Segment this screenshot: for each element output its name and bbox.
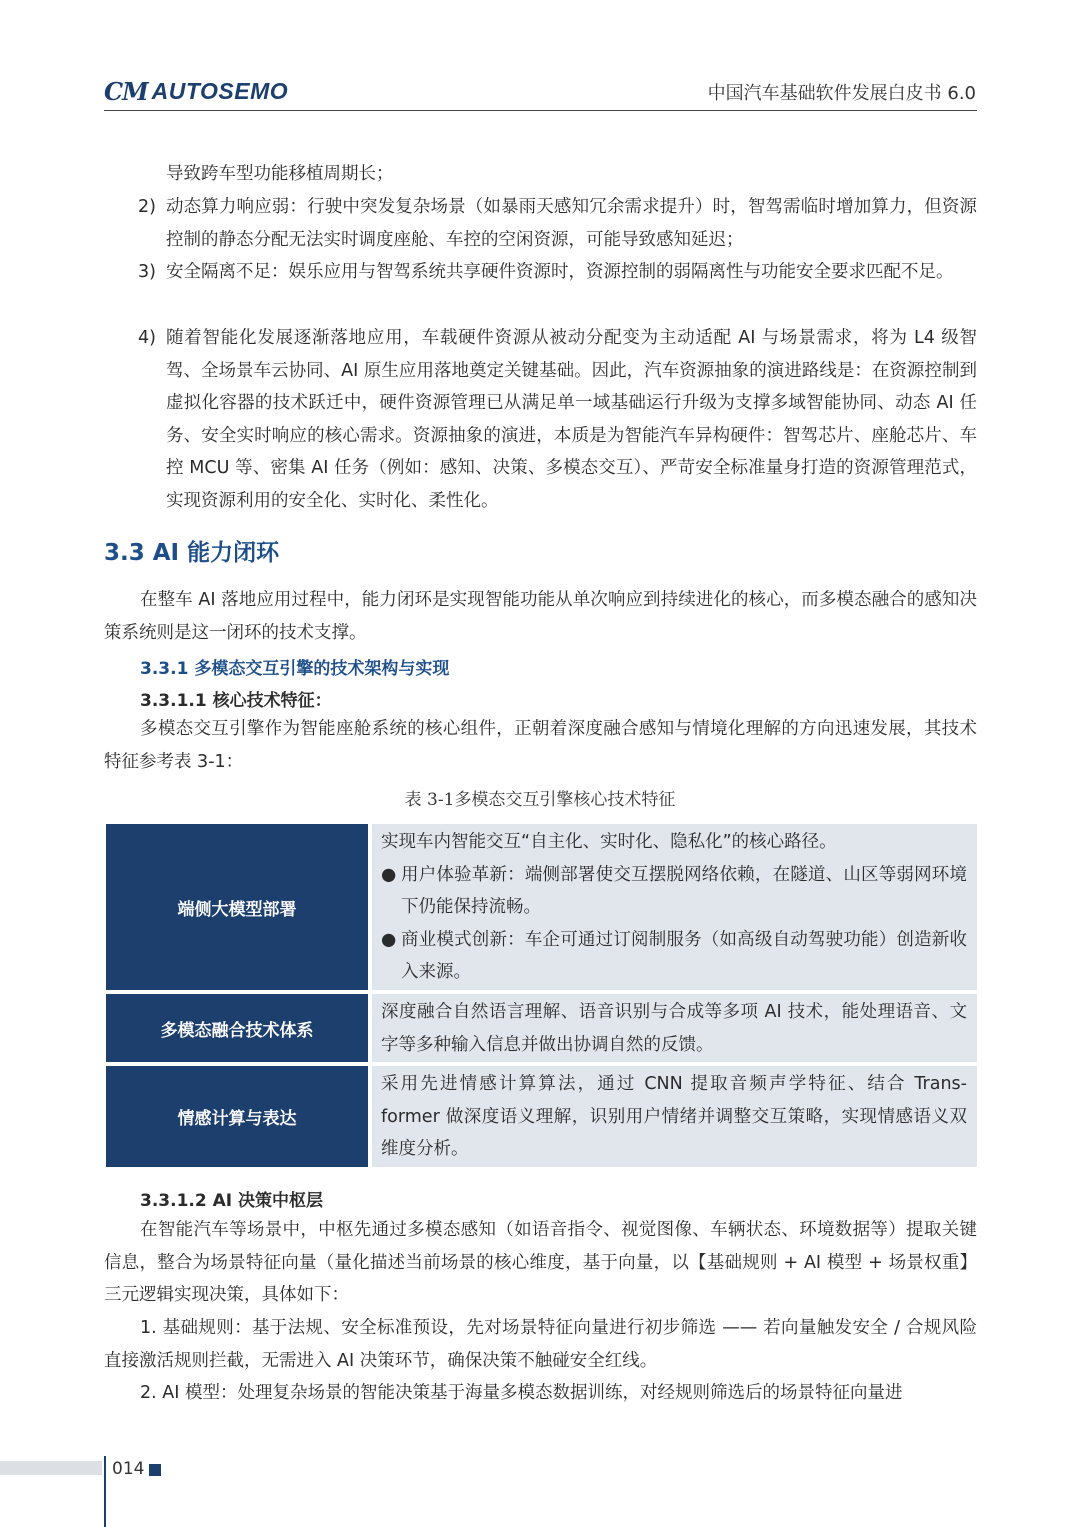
list-item: ● 商业模式创新：车企可通过订阅制服务（如高级自动驾驶功能）创造新收入来源。	[381, 924, 967, 989]
footer-divider	[104, 1456, 106, 1527]
table-row-content: 实现车内智能交互“自主化、实时化、隐私化”的核心路径。 ● 用户体验革新：端侧部署使交互摆脱网络依赖，在隧道、山区等弱网环境下仍能保持流畅。 ● 商业模式创新：车企可通过订阅制服务（如高级自动驾驶功能）创造新收入来源。	[372, 824, 977, 990]
continuation-line: 导致跨车型功能移植周期长；	[166, 164, 394, 184]
subsubsection-title: 3.3.1.1 核心技术特征：	[140, 691, 332, 711]
table-row-header: 情感计算与表达	[106, 1066, 368, 1167]
paragraph: 2. AI 模型：处理复杂场景的智能决策基于海量多模态数据训练，对经规则筛选后的场景特征向量进	[140, 1383, 903, 1403]
subsubsection-title: 3.3.1.2 AI 决策中枢层	[140, 1191, 324, 1211]
section-title: 3.3 AI 能力闭环	[104, 540, 280, 566]
table-caption: 表 3-1多模态交互引擎核心技术特征	[404, 790, 676, 810]
subsection-title: 3.3.1 多模态交互引擎的技术架构与实现	[140, 659, 450, 679]
list-item: ● 用户体验革新：端侧部署使交互摆脱网络依赖，在隧道、山区等弱网环境下仍能保持流畅。	[381, 859, 967, 924]
logo-mark: CM	[104, 76, 148, 106]
section-intro: 在整车 AI 落地应用过程中，能力闭环是实现智能功能从单次响应到持续进化的核心，而多模态融合的感知决策系统则是这一闭环的技术支撑。	[104, 590, 977, 643]
header-divider	[104, 110, 977, 111]
bullet-icon: ●	[381, 864, 397, 885]
paragraph: 1. 基础规则：基于法规、安全标准预设，先对场景特征向量进行初步筛选 —— 若向量触发安全 / 合规风险直接激活规则拦截，无需进入 AI 决策环节，确保决策不触碰安全红线。	[104, 1318, 977, 1371]
table-row-content: 深度融合自然语言理解、语音识别与合成等多项 AI 技术，能处理语音、文字等多种输入信息并做出协调自然的反馈。	[372, 994, 977, 1062]
footer-bar	[0, 1461, 102, 1475]
header-title: 中国汽车基础软件发展白皮书 6.0	[707, 83, 976, 104]
bullet-icon: ●	[381, 929, 397, 950]
page-marker-icon	[149, 1464, 161, 1476]
logo-brand: AUTOSEMO	[151, 77, 289, 104]
list-item: 2) 动态算力响应弱：行驶中突发复杂场景（如暴雨天感知冗余需求提升）时，智驾需临时增加算力，但资源控制的静态分配无法实时调度座舱、车控的空闲资源，可能导致感知延迟；	[138, 197, 977, 250]
subsubsection-text: 多模态交互引擎作为智能座舱系统的核心组件，正朝着深度融合感知与情境化理解的方向迅速发展，其技术特征参考表 3-1：	[104, 719, 977, 772]
list-item: 3) 安全隔离不足：娱乐应用与智驾系统共享硬件资源时，资源控制的弱隔离性与功能安全要求匹配不足。	[138, 262, 954, 282]
table-row-header: 多模态融合技术体系	[106, 994, 368, 1062]
table-row-content: 采用先进情感计算算法，通过 CNN 提取音频声学特征、结合 Trans-former 做深度语义理解，识别用户情绪并调整交互策略，实现情感语义双维度分析。	[372, 1066, 977, 1167]
page-number: 014	[112, 1459, 145, 1479]
logo	[104, 76, 288, 106]
list-item: 4) 随着智能化发展逐渐落地应用，车载硬件资源从被动分配变为主动适配 AI 与场景需求，将为 L4 级智驾、全场景车云协同、AI 原生应用落地奠定关键基础。因此，汽车资源抽象的演进路线是：在资源控制到虚拟化容器的技术跃迁中，硬件资源管理已从满足单一域基础运行升级为支撑多域智能协同、动态 AI 任务、安全实时响应的核心需求。资源抽象的演进，本质是为智能汽车异构硬件：智驾芯片、座舱芯片、车控 MCU 等、密集 AI 任务（例如：感知、决策、多模态交互）、严苛安全标准量身打造的资源管理范式，实现资源利用的安全化、实时化、柔性化。	[138, 328, 977, 511]
paragraph: 在智能汽车等场景中，中枢先通过多模态感知（如语音指令、视觉图像、车辆状态、环境数据等）提取关键信息，整合为场景特征向量（量化描述当前场景的核心维度，基于向量，以【基础规则 + AI 模型 + 场景权重】三元逻辑实现决策，具体如下：	[104, 1220, 977, 1305]
table-row-header: 端侧大模型部署	[106, 824, 368, 990]
